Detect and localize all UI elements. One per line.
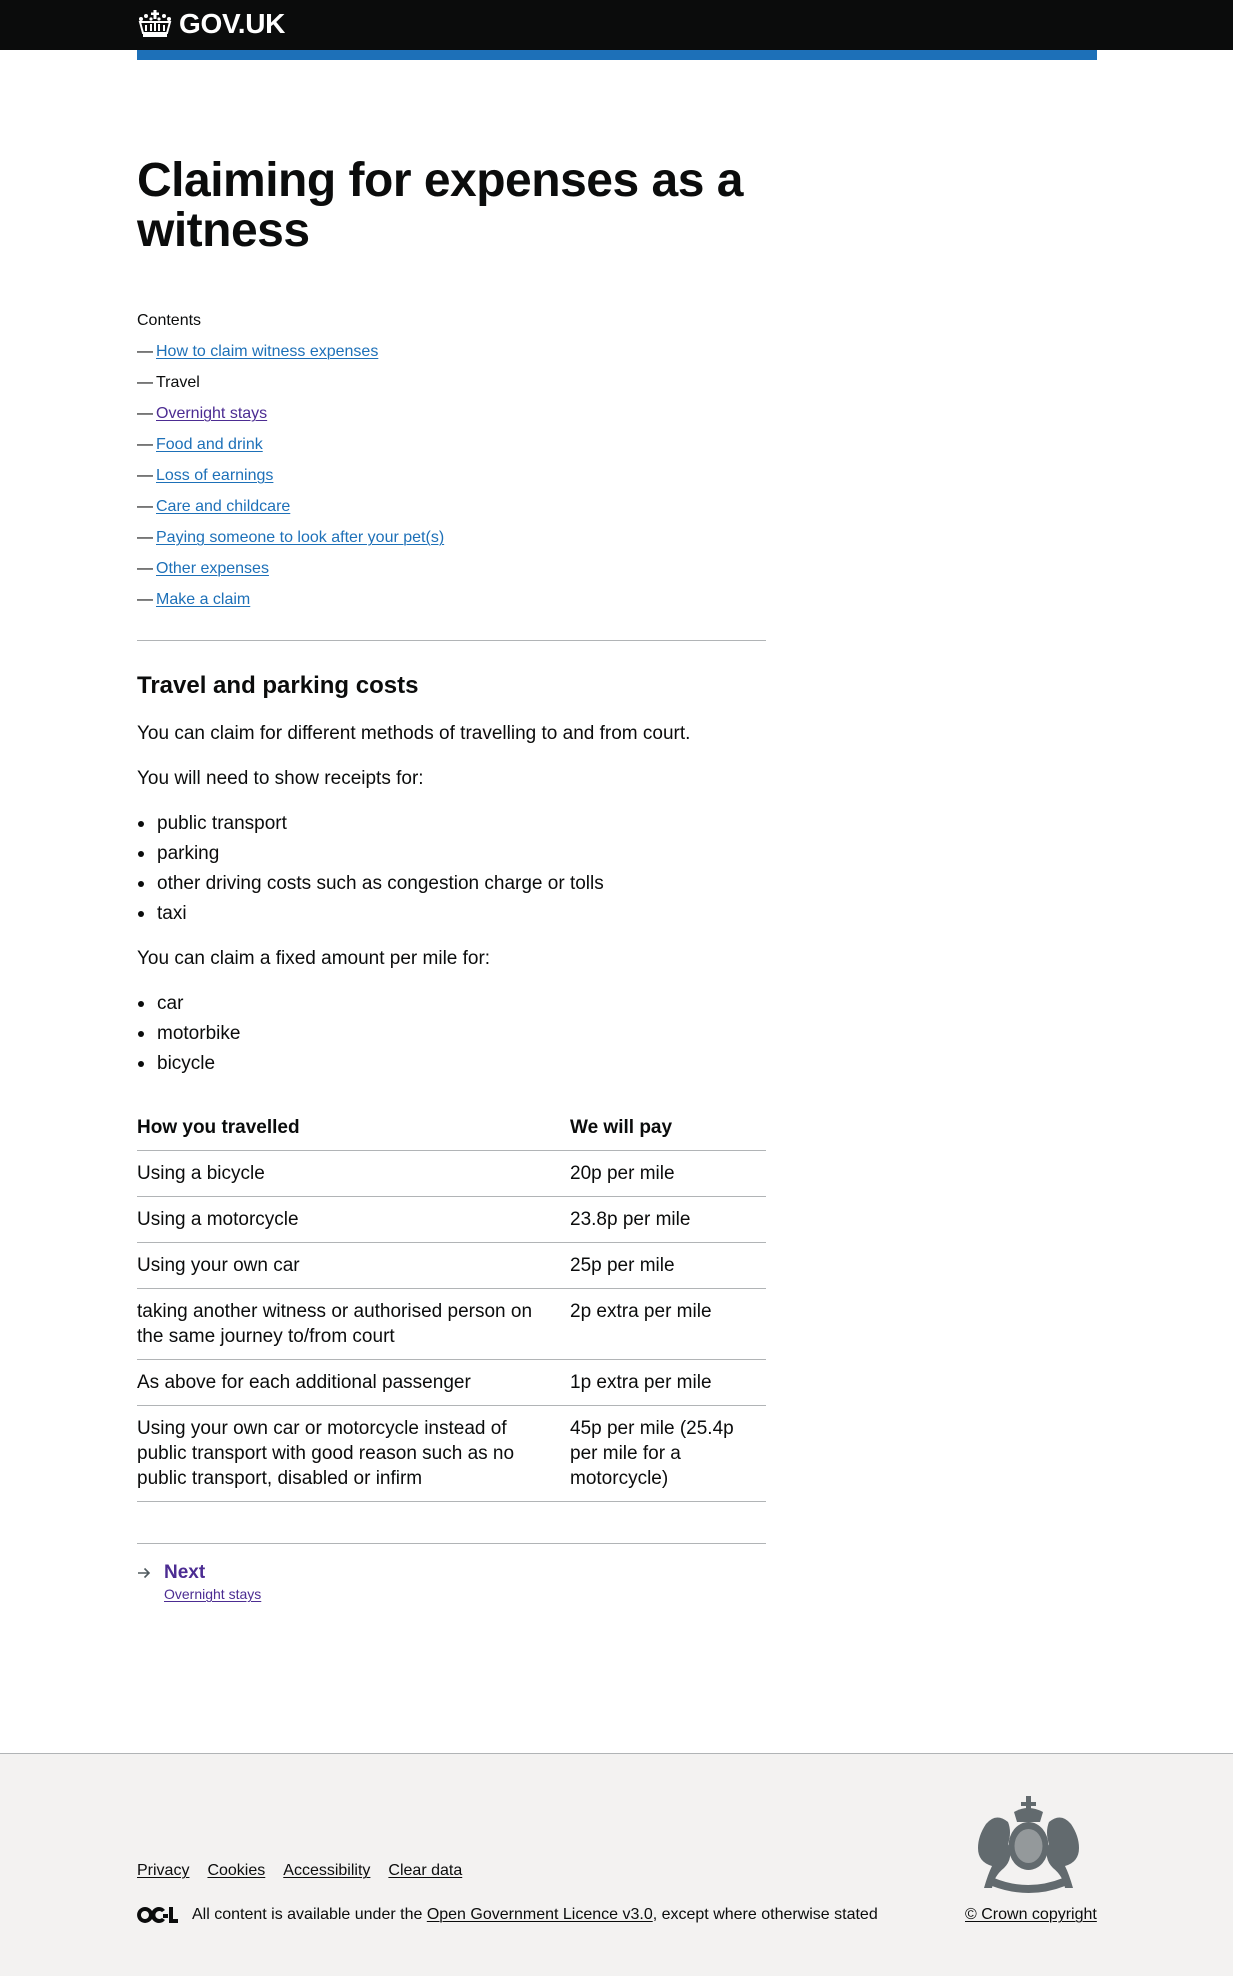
mileage-list	[137, 991, 240, 1081]
contents-dash: —	[137, 498, 153, 515]
table-row	[137, 1151, 766, 1197]
mileage-item: car	[137, 991, 240, 1021]
table-row	[137, 1243, 766, 1289]
govuk-logo-link[interactable]	[137, 8, 285, 40]
crown-copyright-link[interactable]: © Crown copyright	[965, 1906, 1097, 1923]
contents-label: Contents	[137, 312, 202, 329]
arrow-right-icon	[137, 1566, 151, 1580]
contents-list	[137, 342, 444, 621]
contents-link-other-expenses[interactable]: Other expenses	[156, 560, 269, 577]
travel-method-cell: Using your own car	[137, 1243, 570, 1289]
table-row	[137, 1360, 766, 1406]
contents-dash: —	[137, 529, 153, 546]
site-header	[0, 0, 1233, 50]
contents-item	[137, 528, 444, 559]
contents-dash: —	[137, 436, 153, 453]
licence-prefix: All content is available under the	[192, 1906, 427, 1923]
payment-rate-cell: 25p per mile	[570, 1243, 766, 1289]
contents-dash: —	[137, 343, 153, 360]
table-header-row	[137, 1105, 766, 1151]
footer-link-accessibility[interactable]: Accessibility	[283, 1862, 371, 1879]
contents-dash: —	[137, 374, 153, 391]
contents-link-pets[interactable]: Paying someone to look after your pet(s)	[156, 529, 445, 546]
pagination-next	[137, 1560, 261, 1603]
travel-method-cell: Using a bicycle	[137, 1151, 570, 1197]
contents-item	[137, 559, 444, 590]
site-footer	[0, 1753, 1233, 1976]
contents-link-loss-of-earnings[interactable]: Loss of earnings	[156, 467, 274, 484]
contents-item	[137, 404, 444, 435]
contents-dash: —	[137, 405, 153, 422]
royal-coat-of-arms-icon	[966, 1794, 1091, 1896]
footer-link-clear-data[interactable]: Clear data	[388, 1862, 463, 1879]
section-heading: Travel and parking costs	[137, 672, 419, 699]
next-link[interactable]: Next	[164, 1562, 206, 1583]
contents-item	[137, 435, 444, 466]
licence-link[interactable]: Open Government Licence v3.0	[426, 1906, 653, 1923]
page-title: Claiming for expenses as a witness	[137, 154, 743, 257]
column-header-how-travelled: How you travelled	[137, 1105, 570, 1151]
receipts-item: taxi	[137, 901, 604, 931]
table-row	[137, 1406, 766, 1502]
contents-dash: —	[137, 591, 153, 608]
payment-rate-cell: 45p per mile (25.4p per mile for a motorcycle)	[570, 1406, 766, 1502]
contents-item-current	[137, 373, 444, 404]
travel-method-cell: As above for each additional passenger	[137, 1360, 570, 1406]
receipts-intro: You will need to show receipts for:	[137, 768, 424, 789]
contents-link-care-and-childcare[interactable]: Care and childcare	[156, 498, 291, 515]
contents-link-food-and-drink[interactable]: Food and drink	[156, 436, 263, 453]
payment-rate-cell: 20p per mile	[570, 1151, 766, 1197]
payment-rate-cell: 2p extra per mile	[570, 1289, 766, 1360]
footer-links	[137, 1861, 462, 1881]
pagination-divider	[137, 1543, 766, 1544]
table-row	[137, 1289, 766, 1360]
contents-dash: —	[137, 467, 153, 484]
column-header-we-will-pay: We will pay	[570, 1105, 766, 1151]
receipts-item: other driving costs such as congestion charge or tolls	[137, 871, 604, 901]
logo-text: GOV.UK	[179, 8, 286, 39]
contents-dash: —	[137, 560, 153, 577]
mileage-item: motorbike	[137, 1021, 240, 1051]
contents-link-how-to-claim[interactable]: How to claim witness expenses	[156, 343, 379, 360]
crown-icon	[137, 9, 173, 39]
mileage-item: bicycle	[137, 1051, 240, 1081]
contents-item	[137, 590, 444, 621]
table-row	[137, 1197, 766, 1243]
mileage-intro: You can claim a fixed amount per mile for:	[137, 948, 491, 969]
travel-method-cell: taking another witness or authorised person on the same journey to/from court	[137, 1289, 570, 1360]
contents-item	[137, 497, 444, 528]
contents-link-overnight-stays[interactable]: Overnight stays	[156, 405, 268, 422]
travel-rates-table	[137, 1105, 766, 1502]
travel-method-cell: Using a motorcycle	[137, 1197, 570, 1243]
ogl-logo	[137, 1906, 178, 1924]
contents-link-make-a-claim[interactable]: Make a claim	[156, 591, 251, 608]
licence-statement	[137, 1905, 878, 1925]
contents-current-travel: Travel	[156, 374, 200, 391]
next-page-link[interactable]: Overnight stays	[164, 1586, 262, 1602]
receipts-item: parking	[137, 841, 604, 871]
contents-item	[137, 466, 444, 497]
footer-link-cookies[interactable]: Cookies	[207, 1862, 266, 1879]
contents-item	[137, 342, 444, 373]
header-blue-bar	[137, 50, 1097, 60]
licence-suffix: , except where otherwise stated	[652, 1906, 878, 1923]
receipts-list	[137, 811, 604, 931]
payment-rate-cell: 1p extra per mile	[570, 1360, 766, 1406]
contents-divider	[137, 640, 766, 641]
travel-method-cell: Using your own car or motorcycle instead of public transport with good reason such as no public transport, disabled or infirm	[137, 1406, 570, 1502]
receipts-item: public transport	[137, 811, 604, 841]
footer-link-privacy[interactable]: Privacy	[137, 1862, 190, 1879]
payment-rate-cell: 23.8p per mile	[570, 1197, 766, 1243]
intro-paragraph: You can claim for different methods of travelling to and from court.	[137, 723, 691, 744]
